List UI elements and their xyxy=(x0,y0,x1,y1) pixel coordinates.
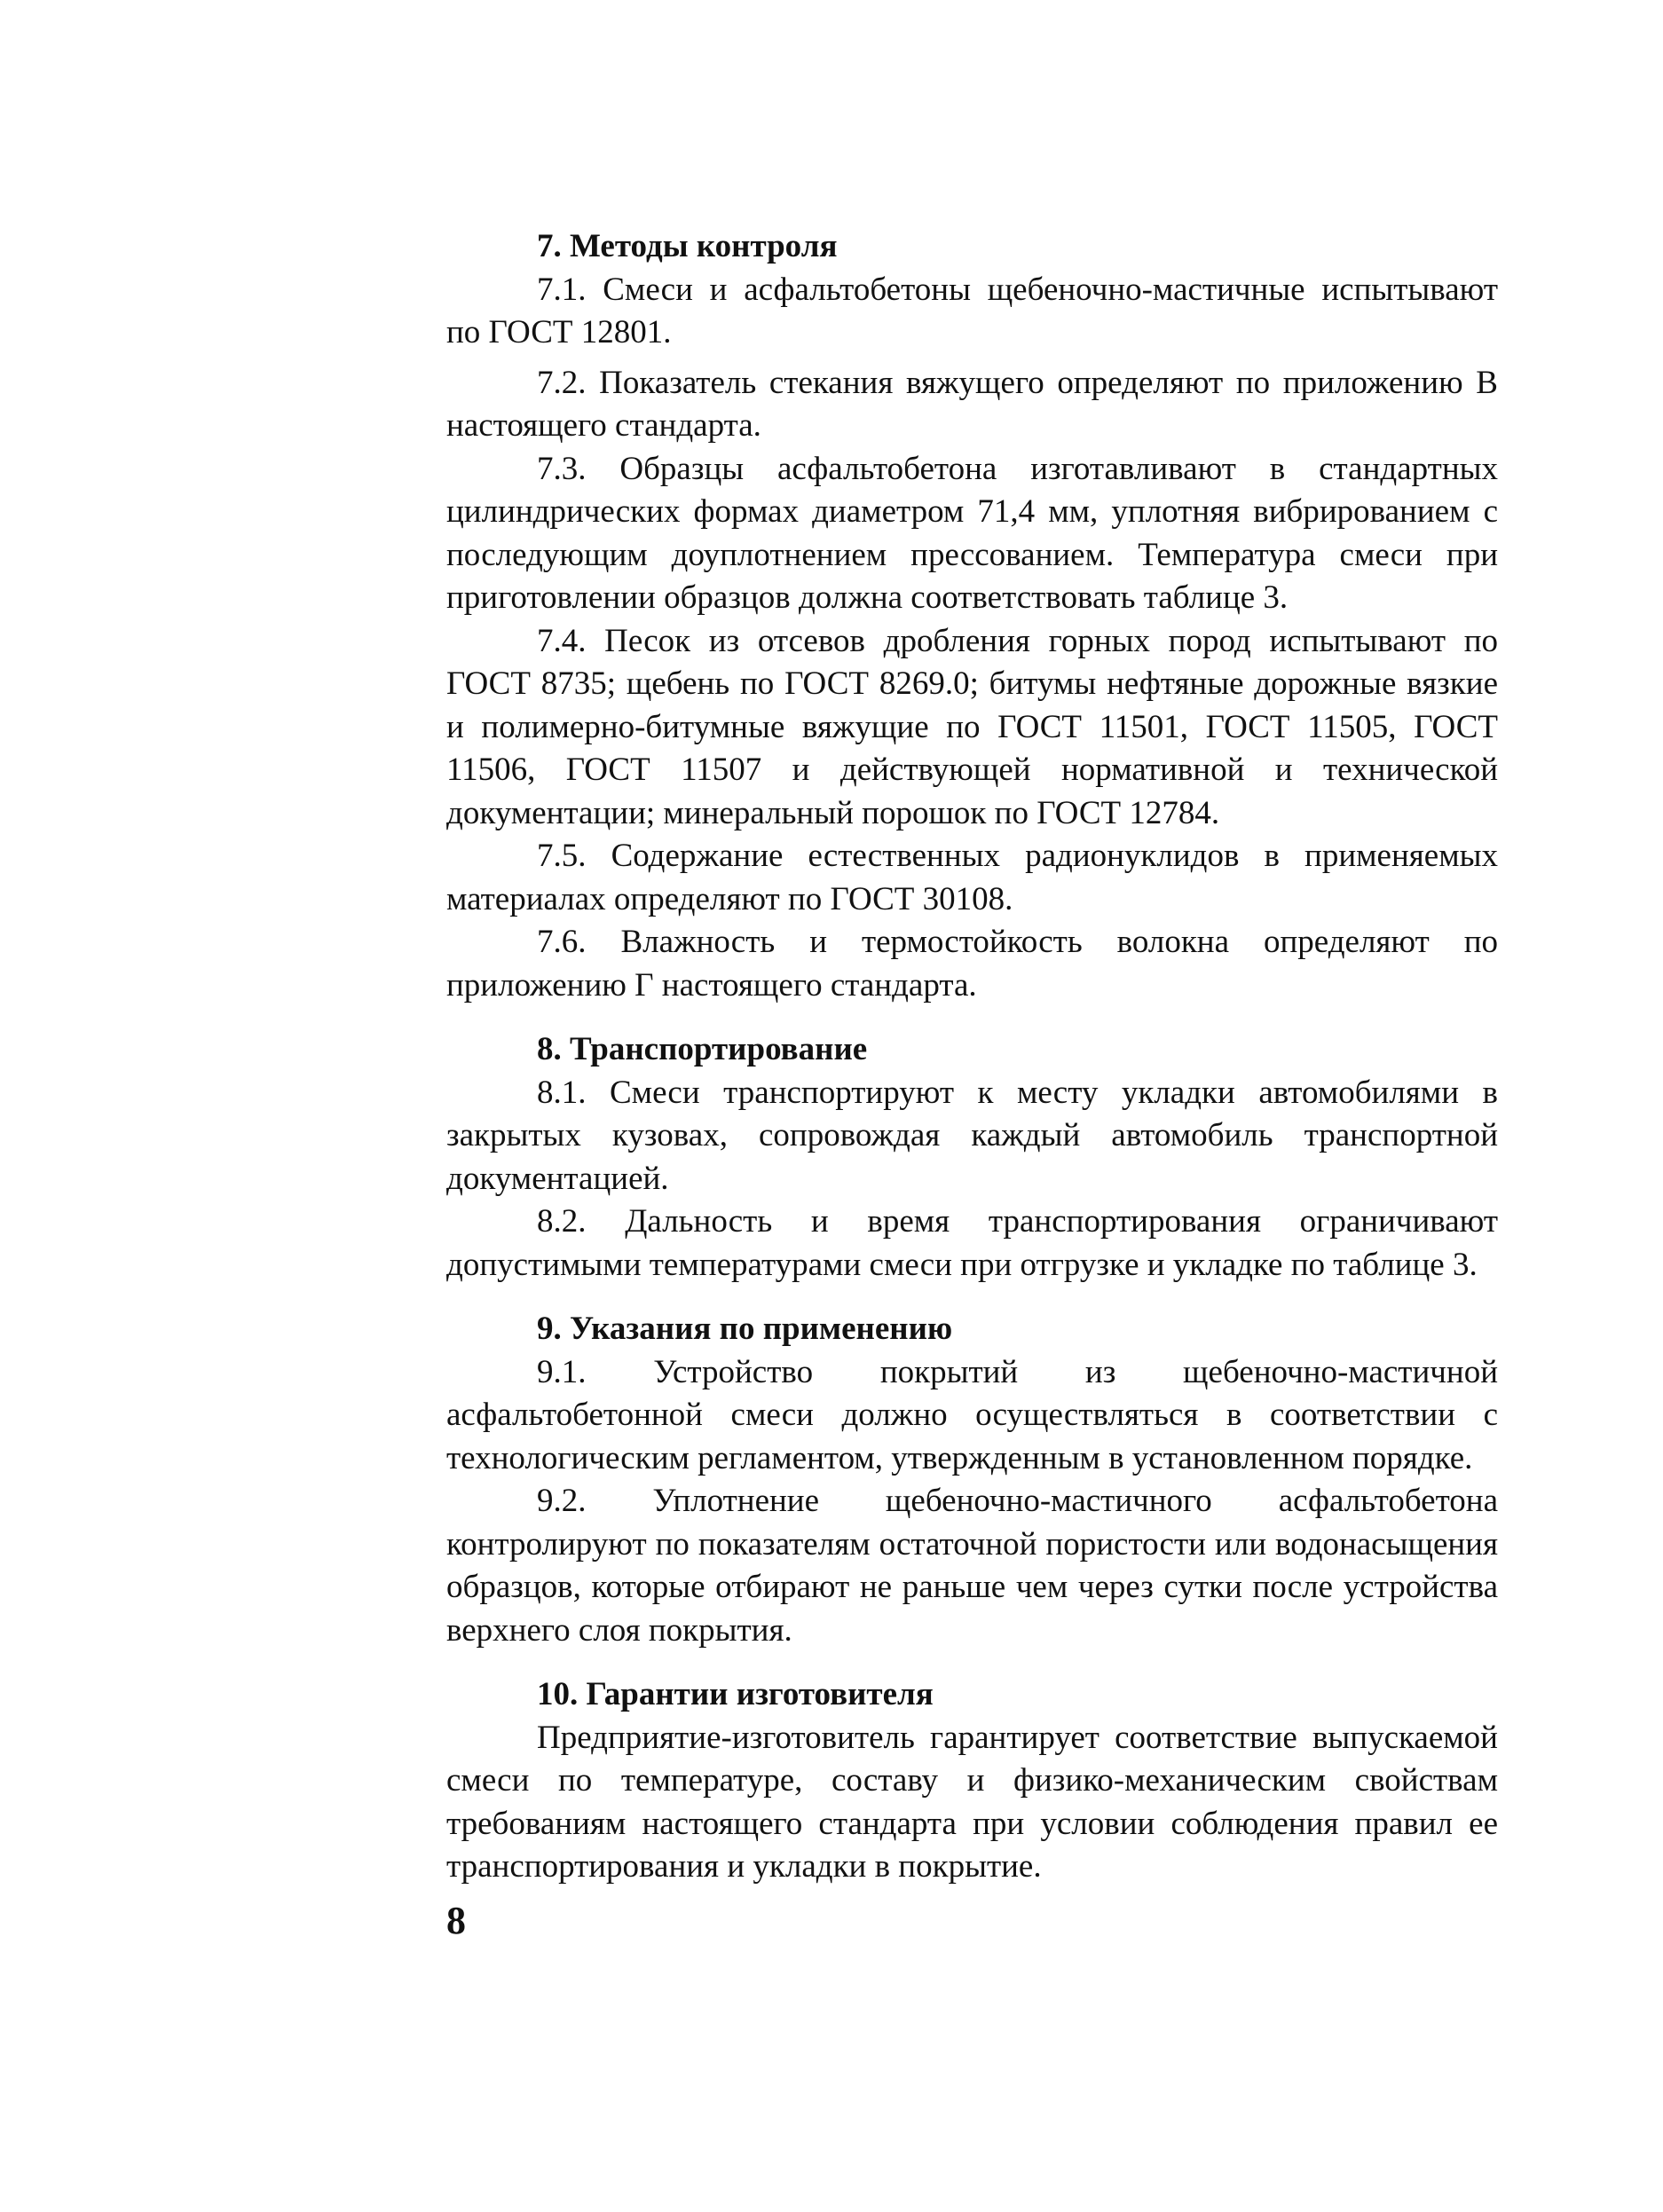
paragraph-7-6: 7.6. Влажность и термостойкость волокна определяют по приложению Г настоящего стандарта. xyxy=(446,924,1498,1004)
document-body xyxy=(446,225,1498,1889)
page-number: 8 xyxy=(446,1899,466,1942)
paragraph-9-1: 9.1. Устройство покрытий из щебеночно-мастичной асфальтобетонной смеси должно осуществляться в соответствии с технологическим регламентом, утвержденным в установленном порядке. xyxy=(446,1353,1498,1476)
section-heading-7: 7. Методы контроля xyxy=(537,228,838,264)
paragraph-7-3: 7.3. Образцы асфальтобетона изготавливают в стандартных цилиндрических формах диаметром 71,4 мм, уплотняя вибрированием с последующим доуплотнением прессованием. Температура смеси при приготовлении образцов должна соответствовать таблице 3. xyxy=(446,450,1498,616)
paragraph-9-2: 9.2. Уплотнение щебеночно-мастичного асфальтобетона контролируют по показателям остаточной пористости или водонасыщения образцов, которые отбирают не раньше чем через сутки после устройства верхнего слоя покрытия. xyxy=(446,1483,1498,1649)
paragraph-7-2: 7.2. Показатель стекания вяжущего определяют по приложению В настоящего стандарта. xyxy=(446,364,1498,444)
section-heading-8: 8. Транспортирование xyxy=(537,1031,868,1067)
paragraph-7-1: 7.1. Смеси и асфальтобетоны щебеночно-мастичные испытывают по ГОСТ 12801. xyxy=(446,271,1498,350)
paragraph-8-1: 8.1. Смеси транспортируют к месту укладки автомобилями в закрытых кузовах, сопровождая каждый автомобиль транспортной документацией. xyxy=(446,1074,1498,1197)
section-heading-10: 10. Гарантии изготовителя xyxy=(537,1676,934,1712)
paragraph-7-5: 7.5. Содержание естественных радионуклидов в применяемых материалах определяют по ГОСТ 30108. xyxy=(446,838,1498,917)
section-heading-9: 9. Указания по применению xyxy=(537,1311,953,1347)
paragraph-10: Предприятие-изготовитель гарантирует соответствие выпускаемой смеси по температуре, составу и физико-механическим свойствам требованиям настоящего стандарта при условии соблюдения правил ее транспортирования и укладки в покрытие. xyxy=(446,1719,1498,1885)
paragraph-8-2: 8.2. Дальность и время транспортирования ограничивают допустимыми температурами смеси при отгрузке и укладке по таблице 3. xyxy=(446,1203,1498,1283)
paragraph-7-4: 7.4. Песок из отсевов дробления горных пород испытывают по ГОСТ 8735; щебень по ГОСТ 8269.0; битумы нефтяные дорожные вязкие и полимерно-битумные вяжущие по ГОСТ 11501, ГОСТ 11505, ГОСТ 11506, ГОСТ 11507 и действующей нормативной и технической документации; минеральный порошок по ГОСТ 12784. xyxy=(446,622,1498,831)
